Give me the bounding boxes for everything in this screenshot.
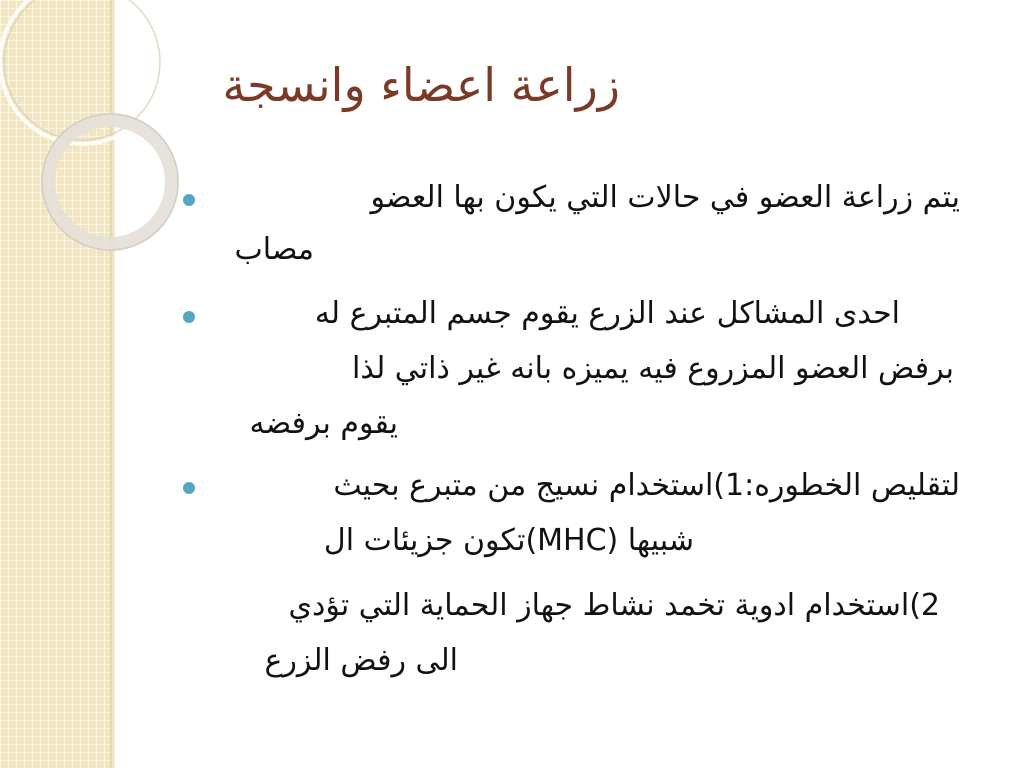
bullet-3-line-1: لتقليص الخطوره:1)استخدام نسيج من متبرع بحيث [333, 468, 960, 503]
plain-line-2: الى رفض الزرع [264, 643, 458, 678]
bullet-1-line-1: يتم زراعة العضو في حالات التي يكون بها العضو [370, 180, 960, 215]
bullet-2-line-2: برفض العضو المزروع فيه يميزه بانه غير ذاتي لذا [352, 351, 954, 386]
bullet-2-line-3: يقوم برفضه [249, 406, 398, 441]
bullet-1-line-2: مصاب [234, 232, 314, 267]
slide-title: زراعة اعضاء وانسجة [222, 58, 620, 112]
bullet-2-line-1: احدى المشاكل عند الزرع يقوم جسم المتبرع له [314, 296, 900, 331]
bullet-3-line-2: شبيها (MHC)تكون جزيئات ال [323, 523, 694, 558]
plain-line-1: 2)استخدام ادوية تخمد نشاط جهاز الحماية التي تؤدي [288, 588, 940, 623]
